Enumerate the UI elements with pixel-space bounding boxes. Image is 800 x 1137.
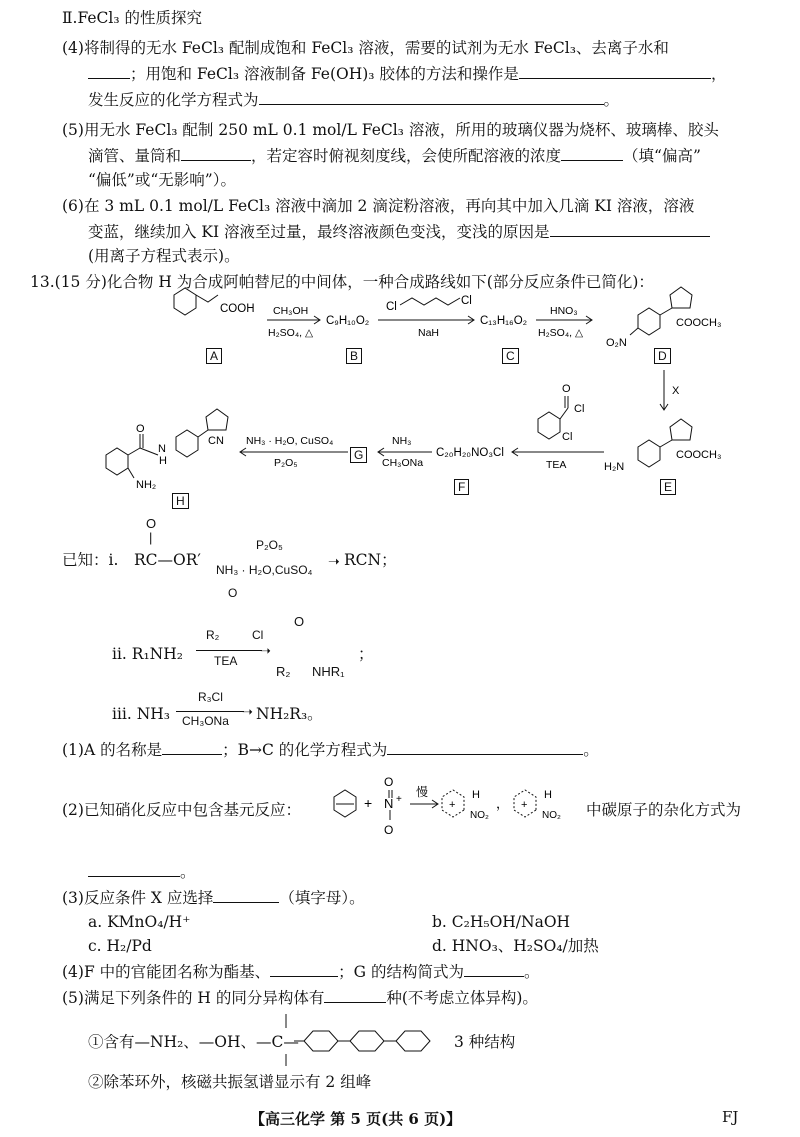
known-iii-label: ⅲ. NH₃ [112,705,171,723]
formula-c: C₁₃H₁₆O₂ [480,315,528,327]
reagent-label: NaH [418,327,440,339]
arenium-charge: + [521,799,528,811]
answer-blank[interactable] [324,988,386,1003]
p2-suffix: 中碳原子的杂化方式为 [586,801,742,819]
benzene-ring [638,308,660,335]
known-iii-right: NH₂R₃。 [256,705,323,723]
nitro-label: O₂N [606,337,627,349]
compound-label-h: H [172,493,189,509]
p2-prefix: (2)已知硝化反应中包含基元反应： [62,801,301,819]
reagent-label: H₂SO₄, △ [268,327,314,339]
cyclopentane-ring [206,409,228,430]
amine-label: NH₂ [136,479,157,491]
q4-line1: (4)将制得的无水 FeCl₃ 配制成饱和 FeCl₃ 溶液，需要的试剂为无水 FeCl₃、去离子水和 [62,39,669,57]
known-i-bot: NH₃ · H₂O,CuSO₄ [216,563,313,577]
known-ii-cl: Cl [252,628,264,642]
p5-line: (5)满足下列条件的 H 的同分异构体有 种(不考虑立体异构)。 [62,989,538,1007]
q4-line3: 发生反应的化学方程式为 。 [88,91,620,109]
condition-1: ①含有—NH₂、—OH、—C— [88,1033,299,1051]
compound-label-c: C [502,348,519,364]
known-ii-end: ； [358,645,374,663]
compound-label-f: F [454,479,469,495]
formula-f: C₂₀H₂₀NO₃Cl [436,447,504,459]
ester-label: COOCH₃ [676,317,722,329]
known-ii-o: O [228,586,238,600]
known-ii-r2: R₂ [206,628,220,642]
benzene-ring [304,1031,338,1051]
page-footer: 【高三化学 第 5 页(共 6 页)】 [250,1110,462,1128]
compound-label-e: E [660,479,676,495]
cyclopentane-ring [670,287,692,308]
acyl-cl: Cl [574,403,585,415]
arenium-charge: + [449,799,456,811]
q13-intro: 13.(15 分)化合物 H 为合成阿帕替尼的中间体，一种合成路线如下(部分反应条件已简化)： [30,273,654,291]
condition-2: ②除苯环外，核磁共振氢谱显示有 2 组峰 [88,1073,372,1091]
q5-line2: 滴管、量筒和 ，若定容时俯视刻度线，会使所配溶液的浓度 （填“偏高” [88,147,701,165]
reagent-label: P₂O₅ [274,457,298,469]
benzene-ring [106,448,128,475]
reagent-label: TEA [546,459,567,471]
hydrogen: H [472,789,480,801]
benzene-ring [396,1031,430,1051]
nitro-group: NO₂ [542,810,561,821]
answer-blank[interactable] [270,962,338,977]
reagent-label: CH₃ONa [382,457,424,469]
known-ii-po: O [294,614,305,629]
known-ii-label: ⅱ. R₁NH₂ [112,645,183,663]
known-ii-pnh: NHR₁ [312,664,345,679]
reagent-label: H₂SO₄, △ [538,327,584,339]
slow-label: 慢 [416,785,429,799]
acyl-o: O [562,383,571,395]
known-ii-pr2: R₂ [276,664,291,679]
q6-line3: (用离子方程式表示)。 [88,247,240,265]
benzene-ring [350,1031,384,1051]
q6-line1: (6)在 3 mL 0.1 mol/L FeCl₃ 溶液中滴加 2 滴淀粉溶液，再向其中加入几滴 KI 溶液，溶液 [62,197,695,215]
benzene-ring [538,412,560,439]
reagent-label: CH₃OH [273,305,309,317]
answer-blank[interactable] [464,962,524,977]
reagent-label: NH₃ · H₂O, CuSO₄ [246,435,334,447]
known-i-right: RCN； [344,551,397,569]
answer-blank[interactable] [88,862,180,877]
known-i-o: O [146,516,157,531]
q5-line1: (5)用无水 FeCl₃ 配制 250 mL 0.1 mol/L FeCl₃ 溶液，所用的玻璃仪器为烧杯、玻璃棒、胶头 [62,121,719,139]
q4-line2: ；用饱和 FeCl₃ 溶液制备 Fe(OH)₃ 胶体的方法和操作是 ， [88,64,726,84]
ring-cl: Cl [562,431,573,443]
reagent-label: NH₃ [392,435,412,447]
reagent-label: Cl [386,301,397,313]
synthesis-scheme [0,0,800,540]
option-c[interactable]: c. H₂/Pd [88,937,152,955]
benzene-ring [638,440,660,467]
hydrogen: H [544,789,552,801]
reagent-label: Cl [461,295,472,307]
condition-x: X [672,385,680,397]
condition-1-end: 3 种结构 [454,1033,516,1051]
reagent-label: HNO₃ [550,305,578,317]
option-d[interactable]: d. HNO₃、H₂SO₄/加热 [432,937,599,955]
amine-label: H₂N [604,461,625,473]
compound-label-d: D [654,348,671,364]
q6-line2: 变蓝，继续加入 KI 溶液至过量，最终溶液颜色变浅，变浅的原因是 [88,222,710,242]
reaction-arrow [196,650,262,651]
compound-label-b: B [346,348,362,364]
footer-code: FJ [722,1108,739,1126]
compound-label-g: G [350,447,367,463]
nitrogen: N [384,796,394,811]
p2-answer-line: 。 [88,862,196,882]
carbonyl-o: O [136,423,145,435]
amide-h: H [159,455,167,467]
known-i-left: RC—OR′ [134,551,201,569]
p1-line: (1)A 的名称是 ；B→C 的化学方程式为 。 [62,741,599,759]
reaction-arrow [176,711,244,712]
terphenyl-structure [270,1010,470,1070]
nitrile-label: CN [208,435,224,447]
known-i-top: P₂O₅ [256,538,283,552]
option-b[interactable]: b. C₂H₅OH/NaOH [432,913,571,931]
known-iii-bot: CH₃ONa [182,714,229,728]
option-a[interactable]: a. KMnO₄/H⁺ [88,913,191,931]
answer-blank[interactable] [213,888,279,903]
cooh-label: COOH [220,303,255,315]
amide-n: N [158,443,166,455]
answer-blank[interactable] [162,740,222,755]
formula-b: C₉H₁₀O₂ [326,315,370,327]
known-iii-top: R₃Cl [198,690,223,704]
section-title: Ⅱ.FeCl₃ 的性质探究 [62,9,202,27]
known-i-label: 已知：ⅰ. [62,551,119,569]
answer-blank[interactable] [387,740,583,755]
p3-question: (3)反应条件 X 应选择 （填字母）。 [62,889,365,907]
benzene-ring [174,288,196,315]
p4-line: (4)F 中的官能团名称为酯基、 ；G 的结构简式为 。 [62,963,540,981]
nitrogen-charge: + [396,794,402,805]
q5-line3: “偏低”或“无影响”）。 [88,171,236,189]
plus-sign: + [364,795,373,811]
cyclopentane-ring [670,419,692,440]
nitro-group: NO₂ [470,810,489,821]
compound-label-a: A [206,348,222,364]
known-ii-bot: TEA [214,654,238,668]
oxygen-bottom: O [384,823,394,837]
oxygen-top: O [384,775,394,789]
comma: ， [496,796,510,811]
benzene-ring [176,430,198,457]
ester-label: COOCH₃ [676,449,722,461]
